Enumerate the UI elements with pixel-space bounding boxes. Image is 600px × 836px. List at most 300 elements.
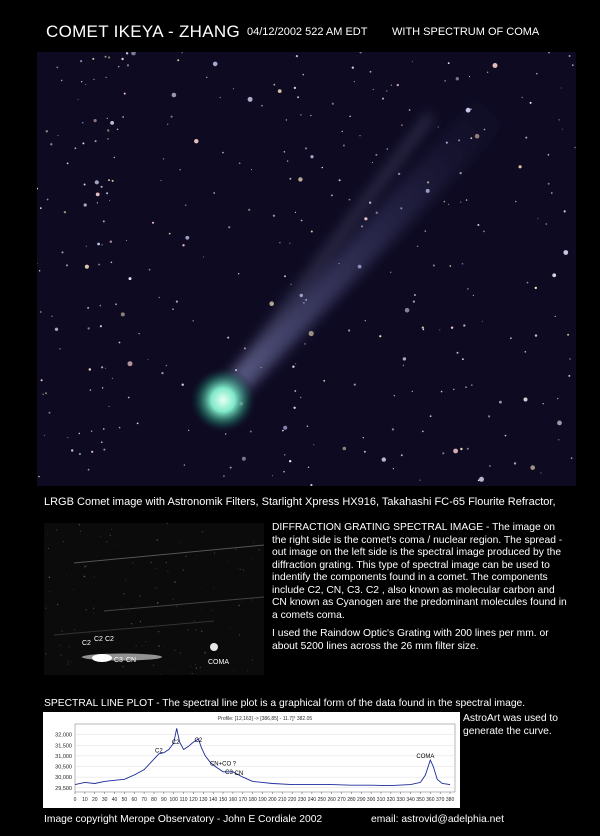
x-tick-label: 190 xyxy=(258,797,267,803)
noise-speck xyxy=(139,595,140,596)
noise-speck xyxy=(93,608,94,609)
x-tick-label: 120 xyxy=(189,797,198,803)
star xyxy=(555,316,556,317)
star xyxy=(180,169,181,170)
star xyxy=(91,431,92,432)
star xyxy=(444,201,446,203)
star xyxy=(127,64,129,66)
star xyxy=(304,343,306,345)
star xyxy=(111,262,113,264)
star xyxy=(47,199,49,201)
star xyxy=(227,337,229,339)
star xyxy=(467,288,468,289)
x-tick-label: 30 xyxy=(101,797,108,803)
noise-speck xyxy=(73,589,74,590)
star xyxy=(84,184,86,186)
star xyxy=(159,297,160,298)
star xyxy=(462,358,464,360)
star xyxy=(93,79,94,80)
star xyxy=(192,320,194,322)
comet-photo-drawing xyxy=(37,52,576,486)
star xyxy=(364,451,366,453)
noise-speck xyxy=(109,600,110,601)
star xyxy=(109,406,110,407)
star xyxy=(562,129,563,130)
star xyxy=(273,84,275,86)
x-tick-label: 260 xyxy=(327,797,336,803)
star xyxy=(292,366,294,368)
y-tick-label: 30,000 xyxy=(55,775,72,782)
noise-speck xyxy=(165,615,166,616)
star xyxy=(176,301,178,303)
noise-speck xyxy=(144,651,145,652)
star xyxy=(569,358,570,359)
noise-speck xyxy=(45,608,46,609)
star xyxy=(89,368,91,370)
star xyxy=(439,329,440,330)
spec-label-c3: C3 xyxy=(114,657,123,664)
noise-speck xyxy=(131,623,132,624)
noise-speck xyxy=(48,534,49,535)
star xyxy=(405,308,410,313)
star xyxy=(103,449,105,451)
noise-speck xyxy=(163,646,164,647)
star xyxy=(169,233,171,235)
star xyxy=(441,391,443,393)
star xyxy=(401,124,403,126)
x-tick-label: 320 xyxy=(386,797,396,803)
star xyxy=(101,366,103,368)
star xyxy=(58,135,59,136)
star xyxy=(122,116,123,117)
star xyxy=(343,447,347,451)
star xyxy=(182,52,183,53)
star xyxy=(462,263,464,265)
star xyxy=(540,472,541,473)
star xyxy=(310,115,311,116)
noise-speck xyxy=(233,670,234,671)
star xyxy=(394,395,395,396)
x-tick-label: 340 xyxy=(406,797,415,803)
noise-speck xyxy=(174,581,176,583)
star xyxy=(552,273,556,277)
noise-speck xyxy=(121,607,122,608)
star xyxy=(137,423,139,425)
spectral-description xyxy=(272,522,572,659)
star xyxy=(298,177,302,181)
noise-speck xyxy=(197,555,198,556)
star xyxy=(80,60,82,62)
noise-speck xyxy=(86,609,87,610)
star xyxy=(166,365,168,367)
comet-coma xyxy=(189,366,257,434)
star xyxy=(309,331,314,336)
x-tick-label: 250 xyxy=(317,797,326,803)
star xyxy=(398,173,400,175)
star xyxy=(412,61,413,62)
star xyxy=(522,97,523,98)
star xyxy=(177,59,179,61)
x-tick-label: 50 xyxy=(121,797,128,803)
y-tick-label: 31,000 xyxy=(55,753,72,760)
star xyxy=(49,412,51,414)
noise-speck xyxy=(153,665,154,666)
star xyxy=(78,99,79,100)
star xyxy=(46,130,48,132)
star xyxy=(467,448,469,450)
star xyxy=(284,151,286,153)
noise-speck xyxy=(140,621,141,622)
star xyxy=(489,465,491,467)
noise-speck xyxy=(238,605,239,606)
x-tick-label: 290 xyxy=(357,797,366,803)
star xyxy=(420,480,421,481)
star xyxy=(296,55,298,57)
star xyxy=(81,81,82,82)
noise-speck xyxy=(89,633,90,634)
star xyxy=(571,457,573,459)
noise-speck xyxy=(59,645,60,646)
y-tick-label: 31,500 xyxy=(55,743,72,750)
star xyxy=(425,230,426,231)
x-tick-label: 300 xyxy=(366,797,376,803)
star xyxy=(323,380,325,382)
noise-speck xyxy=(202,588,203,589)
star xyxy=(465,387,466,388)
star xyxy=(105,368,106,369)
plot-heading: SPECTRAL LINE PLOT - The spectral line plot is a graphical form of the data found in the spectral image. xyxy=(44,698,526,709)
star xyxy=(107,129,109,131)
star xyxy=(67,437,68,438)
noise-speck xyxy=(145,641,146,642)
noise-speck xyxy=(247,670,248,671)
star xyxy=(103,220,105,222)
noise-speck xyxy=(174,650,175,651)
star xyxy=(332,103,334,105)
x-tick-label: 110 xyxy=(179,797,188,803)
noise-speck xyxy=(201,631,202,632)
star xyxy=(66,264,68,266)
star xyxy=(479,477,484,482)
star xyxy=(286,119,287,120)
x-tick-label: 70 xyxy=(141,797,147,803)
star xyxy=(530,465,535,470)
y-tick-label: 30,500 xyxy=(55,764,72,771)
noise-speck xyxy=(84,566,86,568)
noise-speck xyxy=(156,539,158,541)
star xyxy=(379,335,381,337)
noise-speck xyxy=(183,569,185,571)
description-paragraph: DIFFRACTION GRATING SPECTRAL IMAGE - The image on the right side is the comet's coma / nuclear region. The spread - out image on the left side is the spectral image produced by the diffraction grating. This type of spectral image can be used to indentify the components found in a comet. The components include C2, CN, C3. C2 , also known as molecular carbon and CN known as Cyanogen are the predominant molecules found in a comets coma. xyxy=(272,522,567,621)
noise-speck xyxy=(211,610,212,611)
star xyxy=(563,250,568,255)
x-tick-label: 230 xyxy=(297,797,307,803)
star xyxy=(108,56,110,58)
noise-speck xyxy=(238,568,239,569)
star xyxy=(100,325,102,327)
star xyxy=(242,457,246,461)
star xyxy=(289,460,291,462)
noise-speck xyxy=(49,591,50,592)
star xyxy=(561,88,562,89)
noise-speck xyxy=(187,629,188,630)
star xyxy=(55,328,58,331)
noise-speck xyxy=(110,535,111,536)
noise-speck xyxy=(71,662,72,663)
star xyxy=(56,67,58,69)
star xyxy=(331,194,333,196)
x-tick-label: 360 xyxy=(426,797,435,803)
x-tick-label: 270 xyxy=(337,797,346,803)
noise-speck xyxy=(68,661,69,662)
noise-speck xyxy=(68,663,69,664)
spec-label-coma: COMA xyxy=(208,659,229,666)
star xyxy=(98,264,100,266)
star xyxy=(59,348,60,349)
star xyxy=(87,307,89,309)
star xyxy=(442,452,444,454)
x-tick-label: 220 xyxy=(287,797,297,803)
star xyxy=(50,143,52,145)
star xyxy=(514,462,516,464)
star xyxy=(279,242,280,243)
star xyxy=(525,351,527,353)
star xyxy=(94,119,97,122)
star xyxy=(451,327,453,329)
star xyxy=(390,272,391,273)
star xyxy=(222,152,224,154)
noise-speck xyxy=(132,562,133,563)
star xyxy=(564,210,566,212)
chart-title: Profile: [12,163] -> [386,85] - 11.7]° 382.05 xyxy=(217,716,313,722)
noise-speck xyxy=(61,654,62,655)
star xyxy=(67,163,69,165)
x-tick-label: 240 xyxy=(307,797,317,803)
x-tick-label: 370 xyxy=(436,797,445,803)
star xyxy=(423,329,425,331)
noise-speck xyxy=(152,558,153,559)
star xyxy=(102,387,103,388)
star xyxy=(41,379,43,381)
star xyxy=(106,77,107,78)
star xyxy=(414,294,416,296)
star xyxy=(294,390,296,392)
star xyxy=(460,448,462,450)
star xyxy=(322,167,323,168)
star xyxy=(453,449,458,454)
noise-speck xyxy=(230,628,231,629)
star xyxy=(449,265,451,267)
star xyxy=(558,439,559,440)
star xyxy=(126,52,128,54)
star xyxy=(364,217,367,220)
spec-label-cn: CN xyxy=(126,657,137,664)
star xyxy=(213,62,218,67)
noise-speck xyxy=(48,548,49,549)
x-tick-label: 150 xyxy=(218,797,228,803)
star xyxy=(95,140,97,142)
star xyxy=(527,282,529,284)
noise-speck xyxy=(158,631,159,632)
star xyxy=(313,444,314,445)
noise-speck xyxy=(136,646,137,647)
star xyxy=(39,270,40,271)
star xyxy=(282,430,284,432)
noise-speck xyxy=(74,629,75,630)
contact-email: email: astrovid@adelphia.net xyxy=(371,814,504,825)
spectral-line-chart xyxy=(43,712,460,808)
spec-label-c2: C2 xyxy=(94,636,103,643)
noise-speck xyxy=(62,631,63,632)
noise-speck xyxy=(57,604,58,605)
star xyxy=(92,58,94,60)
star xyxy=(171,116,173,118)
star xyxy=(386,90,387,91)
noise-speck xyxy=(86,565,87,566)
star xyxy=(387,148,389,150)
astroart-note: AstroArt was used to generate the curve. xyxy=(463,713,558,737)
x-tick-label: 380 xyxy=(445,797,455,803)
star xyxy=(206,77,207,78)
star xyxy=(194,139,198,143)
star xyxy=(300,114,301,115)
star xyxy=(250,431,252,433)
star xyxy=(422,431,424,433)
x-tick-label: 90 xyxy=(161,797,167,803)
star xyxy=(572,64,574,66)
star xyxy=(524,398,528,402)
star xyxy=(295,363,296,364)
star xyxy=(339,179,341,181)
noise-speck xyxy=(252,660,253,661)
star xyxy=(112,180,114,182)
star xyxy=(308,467,309,468)
star xyxy=(569,55,571,57)
peak-annotation: COMA xyxy=(416,754,435,760)
star xyxy=(121,58,123,60)
star xyxy=(359,135,360,136)
star xyxy=(568,375,570,377)
noise-speck xyxy=(122,666,124,668)
star xyxy=(375,154,377,156)
star xyxy=(487,72,488,73)
star xyxy=(535,287,537,289)
star xyxy=(401,454,403,456)
star xyxy=(548,154,550,156)
star xyxy=(148,359,149,360)
noise-speck xyxy=(213,588,214,589)
noise-speck xyxy=(251,600,252,601)
x-tick-label: 160 xyxy=(228,797,238,803)
star xyxy=(40,207,42,209)
star xyxy=(167,124,168,125)
x-tick-label: 330 xyxy=(396,797,405,803)
x-tick-label: 10 xyxy=(82,797,88,803)
noise-speck xyxy=(94,576,95,577)
spectrum-c2-bright xyxy=(92,654,112,662)
star xyxy=(129,277,132,280)
noise-speck xyxy=(191,666,192,667)
star xyxy=(223,475,225,477)
noise-speck xyxy=(180,652,181,653)
star xyxy=(97,243,100,246)
star xyxy=(79,433,81,435)
noise-speck xyxy=(157,588,158,589)
noise-speck xyxy=(201,609,202,610)
noise-speck xyxy=(49,577,51,579)
y-tick-label: 32,000 xyxy=(55,732,72,739)
star xyxy=(433,264,435,266)
star xyxy=(510,337,512,339)
noise-speck xyxy=(243,569,244,570)
noise-speck xyxy=(218,530,219,531)
star xyxy=(482,321,483,322)
noise-speck xyxy=(235,549,236,550)
star xyxy=(163,158,164,159)
star xyxy=(310,155,313,158)
noise-speck xyxy=(252,558,253,559)
noise-speck xyxy=(69,646,70,647)
star xyxy=(354,384,356,386)
noise-speck xyxy=(100,536,101,537)
star xyxy=(109,200,110,201)
star xyxy=(118,66,120,68)
noise-speck xyxy=(196,667,197,668)
x-tick-label: 20 xyxy=(91,797,98,803)
star xyxy=(230,467,232,469)
photo-caption: LRGB Comet image with Astronomik Filters, Starlight Xpress HX916, Takahashi FC-65 Flourite Refractor, xyxy=(44,496,556,508)
noise-speck xyxy=(253,542,254,543)
star xyxy=(303,74,305,76)
star xyxy=(382,457,386,461)
star xyxy=(239,163,241,165)
page-title: COMET IKEYA - ZHANG xyxy=(46,22,240,41)
x-tick-label: 280 xyxy=(347,797,356,803)
noise-speck xyxy=(117,544,118,545)
star xyxy=(413,301,415,303)
star xyxy=(88,469,90,471)
star xyxy=(471,384,473,386)
star xyxy=(45,392,47,394)
page-subtitle: WITH SPECTRUM OF COMA xyxy=(392,26,540,38)
noise-speck xyxy=(216,656,217,657)
noise-speck xyxy=(79,524,80,525)
star xyxy=(403,357,406,360)
star xyxy=(457,352,459,354)
star xyxy=(51,316,52,317)
star xyxy=(88,327,90,329)
noise-speck xyxy=(158,645,159,646)
noise-speck xyxy=(204,652,205,653)
star xyxy=(557,421,562,426)
star xyxy=(269,301,274,306)
star xyxy=(100,305,102,307)
star xyxy=(430,415,432,417)
star xyxy=(422,327,424,329)
star xyxy=(115,303,117,305)
star xyxy=(112,378,113,379)
noise-speck xyxy=(125,579,126,580)
peak-annotation: C2 xyxy=(171,740,180,747)
noise-speck xyxy=(195,664,196,665)
star xyxy=(473,295,474,296)
star xyxy=(551,192,553,194)
star xyxy=(300,397,302,399)
noise-speck xyxy=(84,576,86,578)
star xyxy=(294,87,296,89)
star xyxy=(515,201,516,202)
star xyxy=(64,211,66,213)
